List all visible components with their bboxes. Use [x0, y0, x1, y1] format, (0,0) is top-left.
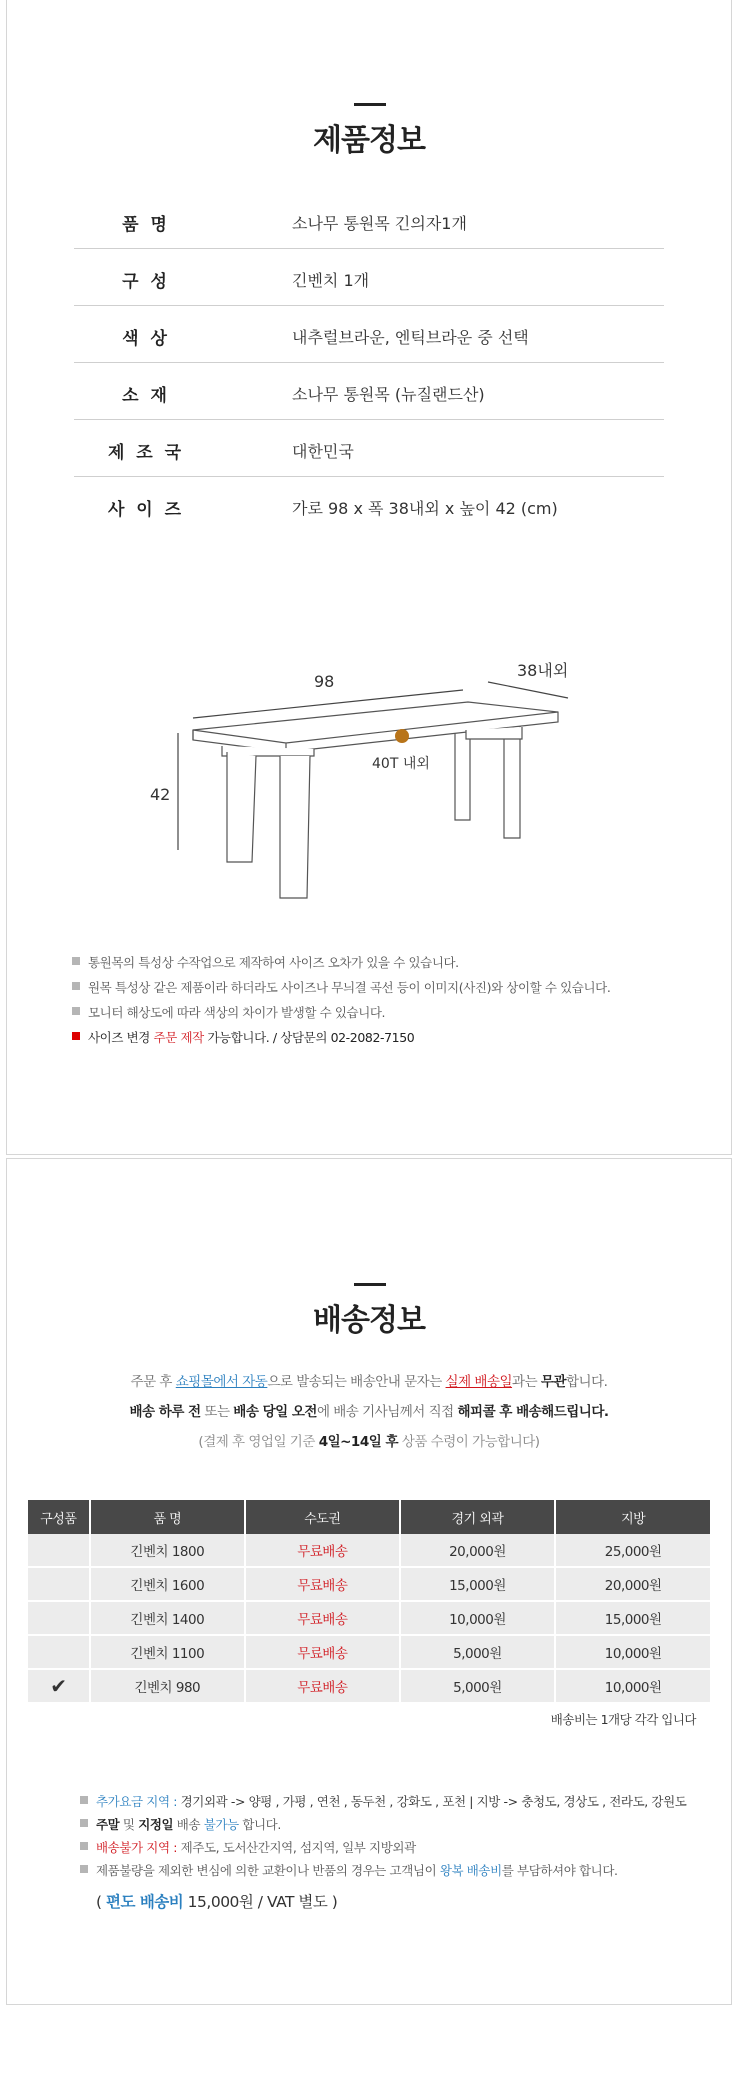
bench-leg-front-center	[280, 756, 310, 898]
column-header: 수도권	[245, 1500, 400, 1534]
product-name-cell: 긴벤치 1400	[90, 1601, 245, 1635]
component-cell	[28, 1635, 90, 1669]
component-cell	[28, 1534, 90, 1567]
spec-row	[74, 477, 664, 533]
intro-text: 주문 후	[130, 1374, 176, 1390]
product-name-cell: 긴벤치 1100	[90, 1635, 245, 1669]
bullet-square-icon	[72, 1032, 80, 1040]
note-highlight: 주말	[96, 1817, 120, 1832]
bench-top-slab	[193, 702, 558, 752]
intro-text: 합니다.	[566, 1374, 608, 1390]
table-row	[28, 1635, 710, 1669]
spec-row	[74, 420, 664, 477]
bullet-square-icon	[72, 957, 80, 965]
component-cell	[28, 1567, 90, 1601]
gyeonggi-fee-cell: 5,000원	[400, 1669, 556, 1703]
bullet-square-icon	[80, 1796, 88, 1804]
gyeonggi-fee-cell: 5,000원	[400, 1635, 556, 1669]
note-text: 경기외곽 -> 양평 , 가평 , 연천 , 동두천 , 강화도 , 포천 | 지방 -> 충청도, 경상도 , 전라도, 강원도	[180, 1794, 687, 1809]
spec-row	[74, 249, 664, 306]
intro-text: 으로 발송되는 배송안내 문자는	[267, 1374, 446, 1390]
spec-row	[74, 363, 664, 420]
capital-fee-cell: 무료배송	[245, 1567, 400, 1601]
spec-value: 대한민국	[292, 442, 354, 461]
capital-fee-cell: 무료배송	[245, 1601, 400, 1635]
shipping-intro-line-3	[0, 1430, 738, 1450]
bullet-square-icon	[72, 982, 80, 990]
one-way-fee-label: 편도 배송비	[105, 1893, 184, 1911]
spec-table	[74, 192, 664, 533]
spec-label: 색 상	[122, 329, 170, 349]
intro-text: 상품 수령이 가능합니다)	[398, 1434, 540, 1450]
shipping-info-title: 배송정보	[313, 1303, 425, 1338]
column-header: 구성품	[28, 1500, 90, 1534]
section-divider-bar	[354, 1283, 386, 1286]
intro-highlight: 쇼핑몰에서 자동	[175, 1374, 268, 1390]
note-text: 를 부담하셔야 합니다.	[501, 1863, 618, 1878]
product-info-title: 제품정보	[313, 123, 425, 158]
table-header-row	[28, 1500, 710, 1534]
spec-value: 소나무 통원목 (뉴질랜드산)	[292, 385, 485, 404]
note-text: 배송	[173, 1817, 204, 1832]
note-text: 제주도, 도서산간지역, 섬지역, 일부 지방외곽	[180, 1840, 416, 1855]
note-text: 제품불량을 제외한 변심에 의한 교환이나 반품의 경우는 고객님이	[96, 1863, 440, 1878]
note-item	[78, 1861, 708, 1884]
spec-label: 소 재	[122, 386, 170, 406]
intro-highlight: 해피콜 후 배송해드립니다.	[457, 1404, 609, 1420]
capital-fee-cell: 무료배송	[245, 1534, 400, 1567]
spec-label: 사 이 즈	[107, 500, 185, 520]
intro-text: 또는	[200, 1404, 234, 1420]
intro-highlight: 실제 배송일	[445, 1374, 513, 1390]
spec-value: 가로 98 x 폭 38내외 x 높이 42 (cm)	[292, 499, 558, 518]
width-label: 98	[314, 672, 335, 691]
check-mark-icon: ✔	[28, 1669, 90, 1703]
spec-row	[74, 192, 664, 249]
note-highlight: 지정일	[138, 1817, 174, 1832]
intro-text: 과는	[512, 1374, 541, 1390]
gyeonggi-fee-cell: 15,000원	[400, 1567, 556, 1601]
capital-fee-cell: 무료배송	[245, 1669, 400, 1703]
shipping-intro-line-1	[0, 1370, 738, 1390]
spec-value: 내추럴브라운, 엔틱브라운 중 선택	[292, 328, 529, 347]
note-text: 및	[119, 1817, 139, 1832]
product-name-cell: 긴벤치 1800	[90, 1534, 245, 1567]
custom-order-highlight: 주문 제작	[153, 1030, 204, 1045]
note-item	[78, 1792, 708, 1815]
local-fee-cell: 10,000원	[555, 1669, 710, 1703]
note-text: 통원목의 특성상 수작업으로 제작하여 사이즈 오차가 있을 수 있습니다.	[88, 955, 459, 970]
gyeonggi-fee-cell: 20,000원	[400, 1534, 556, 1567]
capital-fee-cell: 무료배송	[245, 1635, 400, 1669]
bullet-square-icon	[72, 1007, 80, 1015]
note-item	[78, 1838, 708, 1861]
spec-label: 품 명	[122, 215, 170, 235]
thickness-marker-dot	[395, 729, 409, 743]
note-item-custom-order	[70, 1028, 690, 1053]
column-header: 경기 외곽	[400, 1500, 556, 1534]
height-label: 42	[150, 785, 171, 804]
bullet-square-icon	[80, 1842, 88, 1850]
product-notes	[70, 953, 690, 1053]
column-header: 지방	[555, 1500, 710, 1534]
depth-dimension-line	[488, 682, 568, 698]
note-text: 모니터 해상도에 따라 색상의 차이가 발생할 수 있습니다.	[88, 1005, 386, 1020]
note-item	[78, 1815, 708, 1838]
table-row	[28, 1601, 710, 1635]
note-item	[70, 1003, 690, 1028]
bullet-square-icon	[80, 1865, 88, 1873]
fee-bracket: (	[96, 1893, 106, 1911]
note-item	[70, 978, 690, 1003]
one-way-fee-line	[96, 1890, 337, 1912]
one-way-fee-value: 15,000원 / VAT 별도 )	[183, 1893, 338, 1911]
table-row-selected	[28, 1669, 710, 1703]
table-row	[28, 1534, 710, 1567]
intro-highlight: 배송 하루 전	[129, 1404, 201, 1420]
note-highlight: 불가능	[203, 1817, 239, 1832]
local-fee-cell: 15,000원	[555, 1601, 710, 1635]
spec-row	[74, 306, 664, 363]
note-text: 가능합니다. / 상담문의 02-2082-7150	[203, 1030, 415, 1045]
note-text: 사이즈 변경	[88, 1030, 154, 1045]
column-header: 품 명	[90, 1500, 245, 1534]
note-highlight: 왕복 배송비	[439, 1863, 502, 1878]
note-label: 추가요금 지역 :	[96, 1794, 181, 1809]
note-label: 배송불가 지역 :	[96, 1840, 181, 1855]
note-text: 합니다.	[238, 1817, 281, 1832]
spec-value: 소나무 통원목 긴의자1개	[292, 214, 467, 233]
local-fee-cell: 10,000원	[555, 1635, 710, 1669]
product-name-cell: 긴벤치 980	[90, 1669, 245, 1703]
bench-dimension-diagram	[0, 640, 738, 910]
fee-per-item-note: 배송비는 1개당 각각 입니다	[550, 1712, 696, 1727]
gyeonggi-fee-cell: 10,000원	[400, 1601, 556, 1635]
bench-leg-back-right-2	[504, 725, 520, 838]
spec-value: 긴벤치 1개	[292, 271, 370, 290]
local-fee-cell: 20,000원	[555, 1567, 710, 1601]
bench-leg-back-right	[455, 728, 470, 820]
depth-label: 38내외	[517, 661, 569, 680]
shipping-intro-line-2	[0, 1400, 738, 1420]
note-item	[70, 953, 690, 978]
bullet-square-icon	[80, 1819, 88, 1827]
intro-highlight: 4일~14일 후	[318, 1434, 399, 1450]
intro-highlight: 무관	[540, 1374, 567, 1390]
intro-text: 에 배송 기사님께서 직접	[316, 1404, 458, 1420]
table-row	[28, 1567, 710, 1601]
spec-label: 구 성	[122, 272, 170, 292]
bench-leg-front-left	[227, 752, 256, 862]
shipping-extra-notes	[78, 1792, 708, 1884]
product-name-cell: 긴벤치 1600	[90, 1567, 245, 1601]
thickness-label: 40T 내외	[372, 756, 430, 772]
section-divider-bar	[354, 103, 386, 106]
note-text: 원목 특성상 같은 제품이라 하더라도 사이즈나 무늬결 곡선 등이 이미지(사진)와 상이할 수 있습니다.	[88, 980, 611, 995]
local-fee-cell: 25,000원	[555, 1534, 710, 1567]
component-cell	[28, 1601, 90, 1635]
intro-text: (결제 후 영업일 기준	[198, 1434, 319, 1450]
shipping-fee-table	[28, 1500, 710, 1704]
spec-label: 제 조 국	[107, 443, 185, 463]
intro-highlight: 배송 당일 오전	[233, 1404, 317, 1420]
